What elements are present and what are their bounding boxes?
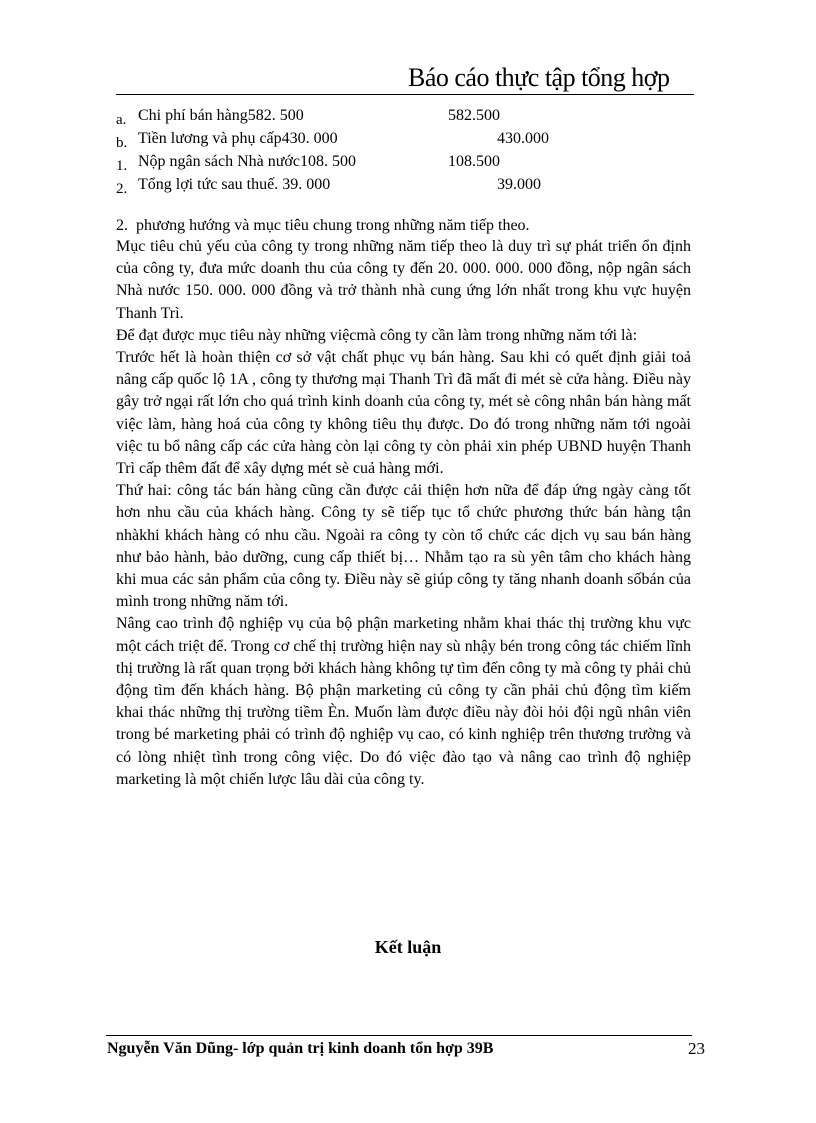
finance-value: 582.500 <box>448 107 500 124</box>
list-marker: 1. <box>116 158 128 174</box>
finance-label: Tổng lợi tức sau thuế. 39. 000 <box>138 176 331 193</box>
header-rule <box>116 94 694 95</box>
finance-value: 108.500 <box>448 153 500 170</box>
footer-author: Nguyễn Văn Dũng- lớp quản trị kinh doanh tổn hợp 39B <box>107 1040 494 1057</box>
paragraph: Trước hết là hoàn thiện cơ sở vật chất phục vụ bán hàng. Sau khi có quết định giải toả nâng cấp quốc lộ 1A , công ty thương mại Thanh Trì đã mất đi mét sè cửa hàng. Điều này gây trở ngại rất lớn cho quá trình kinh doanh của công ty, mét sè công nhân bán hàng mất việc làm, hàng hoá của công ty không tiêu thụ được. Do đó trong những năm tới ngoài việc tu bổ nâng cấp các cửa hàng còn lại công ty còn phải xin phép UBND huyện Thanh Trì cấp thêm đất để xây dựng mét sè cuả hàng mới. <box>116 349 691 478</box>
finance-row <box>116 104 696 127</box>
paragraph: Để đạt được mục tiêu này những việcmà công ty cần làm trong những năm tới là: <box>116 326 638 344</box>
page-header-title: Báo cáo thực tập tổng hợp <box>408 63 670 92</box>
finance-list <box>116 104 696 196</box>
finance-label: Chi phí bán hàng582. 500 <box>138 107 304 124</box>
finance-row <box>116 150 696 173</box>
finance-value: 430.000 <box>497 130 549 147</box>
footer-rule <box>106 1035 692 1036</box>
finance-label: Nộp ngân sách Nhà nước108. 500 <box>138 153 356 170</box>
finance-row <box>116 173 696 196</box>
section-marker: 2. <box>116 217 128 234</box>
list-marker: a. <box>116 112 127 128</box>
list-marker: b. <box>116 135 128 151</box>
body-text <box>116 236 691 791</box>
paragraph: Nâng cao trình độ nghiệp vụ của bộ phận marketing nhằm khai thác thị trường khu vực một cách triệt để. Trong cơ chế thị trường hiện nay sù nhậy bén trong công tác chiếm lĩnh thị trường là rất quan trọng bởi khách hàng không tự tìm đến công ty mà công ty phải chủ động tìm đến khách hàng. Bộ phận marketing củ công ty cần phải chủ động tìm kiếm khai thác những thị trường tiềm Èn. Muốn làm được điều này đòi hỏi đội ngũ nhân viên trong bé marketing phải có trình độ nghiệp vụ cao, có kinh nghiệp trên thương trường và có lòng nhiệt tình trong công việc. Do đó việc đào tạo và nâng cao trình độ nghiệp marketing là một chiến lược lâu dài của công ty. <box>116 615 691 788</box>
section-heading-text: phương hướng và mục tiêu chung trong những năm tiếp theo. <box>136 217 530 234</box>
paragraph: Thứ hai: công tác bán hàng cũng cần được cải thiện hơn nữa để đáp ứng ngày càng tốt hơn nhu cầu của khách hàng. Công ty sẽ tiếp tục tổ chức phương thức bán hàng tận nhàkhi khách hàng có nhu cầu. Ngoài ra công ty còn tổ chức các dịch vụ sau bán hàng như bảo hành, bảo dưỡng, cung cấp thiết bị… Nhằm tạo ra sù yên tâm cho khách hàng khi mua các sản phẩm của công ty. Điều này sẽ giúp công ty tăng nhanh doanh sốbán của mình trong những năm tới. <box>116 482 691 611</box>
paragraph: Mục tiêu chủ yếu của công ty trong những năm tiếp theo là duy trì sự phát triển ổn định của công ty, đưa mức doanh thu của công ty đến 20. 000. 000. 000 đồng, nộp ngân sách Nhà nước 150. 000. 000 đồng và trở thành nhà cung ứng lớn nhất trong khu vực huyện Thanh Trì. <box>116 238 691 322</box>
list-marker: 2. <box>116 181 128 197</box>
finance-value: 39.000 <box>497 176 541 193</box>
finance-label: Tiền lương và phụ cấp430. 000 <box>138 130 338 147</box>
conclusion-heading: Kết luận <box>374 937 442 957</box>
section-heading <box>116 214 530 237</box>
finance-row <box>116 127 696 150</box>
page-number: 23 <box>688 1039 705 1058</box>
